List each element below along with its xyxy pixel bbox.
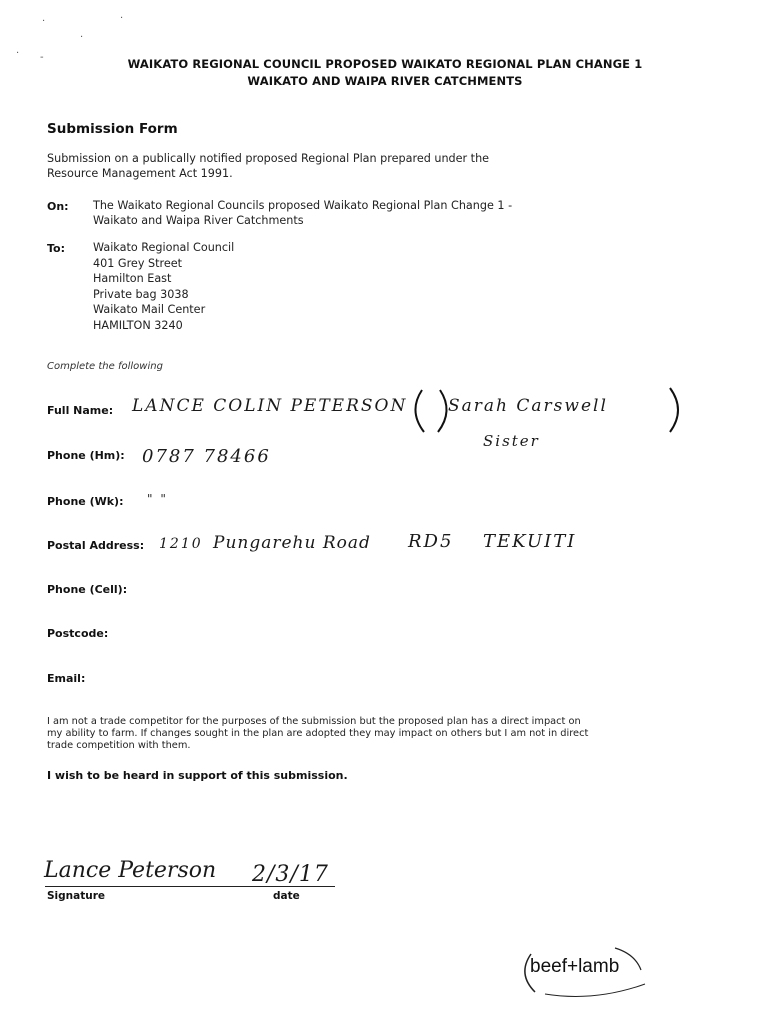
complete-following: Complete the following: [47, 361, 163, 372]
paren-close: [664, 384, 688, 436]
email-label: Email:: [47, 672, 86, 685]
date-value: 2/3/17: [252, 862, 329, 887]
heard-statement: I wish to be heard in support of this submission.: [47, 769, 348, 782]
postal-number: 1210: [159, 536, 203, 552]
postal-town: TEKUITI: [483, 531, 577, 552]
to-address: Waikato Regional Council 401 Grey Street Hamilton East Private bag 3038 Waikato Mail Center HAMILTON 3240: [93, 241, 235, 332]
postcode-label: Postcode:: [47, 627, 109, 640]
postal-rd: RD5: [408, 531, 454, 552]
form-title: Submission Form: [47, 121, 178, 137]
to-label: To:: [47, 242, 65, 255]
full-name-extra: Sarah Carswell: [448, 396, 608, 416]
phone-hm-value: 0787 78466: [142, 446, 271, 467]
header-line-2: WAIKATO AND WAIPA RIVER CATCHMENTS: [247, 74, 523, 88]
phone-hm-label: Phone (Hm):: [47, 449, 125, 462]
postal-label: Postal Address:: [47, 539, 145, 552]
on-label: On:: [47, 200, 69, 213]
logo-text: beef+lamb: [530, 956, 620, 977]
header-line-1: WAIKATO REGIONAL COUNCIL PROPOSED WAIKATO REGIONAL PLAN CHANGE 1: [127, 57, 643, 71]
date-label: date: [273, 890, 300, 902]
phone-cell-label: Phone (Cell):: [47, 583, 128, 596]
full-name-label: Full Name:: [47, 404, 114, 417]
declaration-text: I am not a trade competitor for the purposes of the submission but the proposed plan has a direct impact on my ability to farm. If changes sought in the plan are adopted they may impact on others but I am not in direct trade competition with them.: [47, 716, 589, 751]
on-text: The Waikato Regional Councils proposed Waikato Regional Plan Change 1 - Waikato and Waipa River Catchments: [93, 199, 513, 227]
intro-text: Submission on a publically notified proposed Regional Plan prepared under the Resource Management Act 1991.: [47, 152, 490, 180]
phone-wk-value: " ": [147, 492, 168, 506]
phone-wk-label: Phone (Wk):: [47, 495, 124, 508]
postal-road: Pungarehu Road: [213, 533, 371, 553]
full-name-value: LANCE COLIN PETERSON: [132, 396, 408, 416]
signature-label: Signature: [47, 890, 106, 902]
full-name-note: Sister: [483, 432, 540, 450]
signature-handwritten: Lance Peterson: [44, 858, 217, 883]
